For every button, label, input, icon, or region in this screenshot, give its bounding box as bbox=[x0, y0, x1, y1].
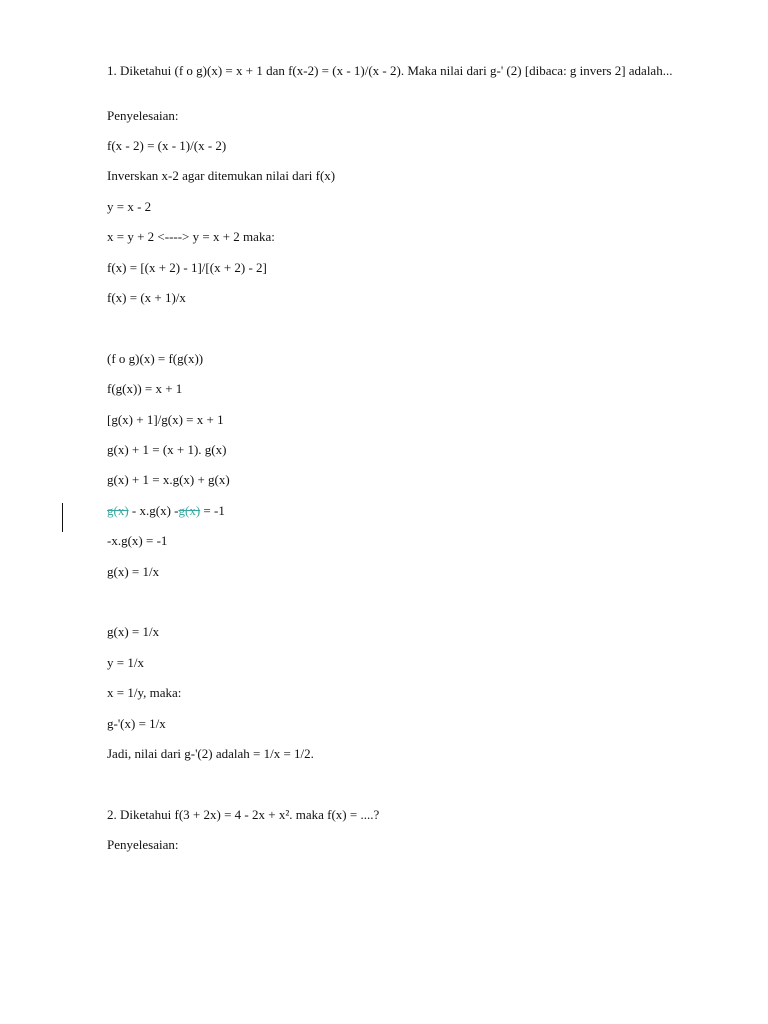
deleted-text: g(x) bbox=[107, 503, 129, 518]
problem-1-statement: 1. Diketahui (f o g)(x) = x + 1 dan f(x-2) = (x - 1)/(x - 2). Maka nilai dari g-' (2) [dibaca: g invers 2] adalah... bbox=[107, 63, 673, 78]
math-fragment: - x.g(x) - bbox=[128, 503, 179, 518]
math-line: g(x) = 1/x bbox=[107, 564, 160, 579]
solution-heading-1: Penyelesaian: bbox=[107, 108, 179, 123]
math-line: g(x) = 1/x bbox=[107, 624, 160, 639]
math-line: g(x) + 1 = x.g(x) + g(x) bbox=[107, 472, 230, 487]
math-line: f(g(x)) = x + 1 bbox=[107, 381, 183, 396]
deleted-text: g(x) bbox=[178, 503, 201, 518]
math-line: g-'(x) = 1/x bbox=[107, 716, 166, 731]
problem-2-statement: 2. Diketahui f(3 + 2x) = 4 - 2x + x². maka f(x) = ....? bbox=[107, 807, 380, 822]
solution-heading-2: Penyelesaian: bbox=[107, 837, 179, 852]
math-line: x = y + 2 <----> y = x + 2 maka: bbox=[107, 229, 275, 244]
math-line: Inverskan x-2 agar ditemukan nilai dari f(x) bbox=[107, 168, 336, 183]
math-line: f(x) = (x + 1)/x bbox=[107, 290, 186, 305]
math-line: [g(x) + 1]/g(x) = x + 1 bbox=[107, 412, 224, 427]
tracked-change-bar bbox=[62, 503, 63, 532]
math-line: f(x) = [(x + 2) - 1]/[(x + 2) - 2] bbox=[107, 260, 267, 275]
math-line: y = 1/x bbox=[107, 655, 144, 670]
math-line: y = x - 2 bbox=[107, 199, 152, 214]
math-line: x = 1/y, maka: bbox=[107, 685, 182, 700]
math-fragment: = -1 bbox=[200, 503, 225, 518]
math-line: f(x - 2) = (x - 1)/(x - 2) bbox=[107, 138, 227, 153]
math-line: (f o g)(x) = f(g(x)) bbox=[107, 351, 204, 366]
math-line: -x.g(x) = -1 bbox=[107, 533, 168, 548]
math-line-tracked-change bbox=[107, 503, 225, 518]
math-line: g(x) + 1 = (x + 1). g(x) bbox=[107, 442, 227, 457]
conclusion-line: Jadi, nilai dari g-'(2) adalah = 1/x = 1/2. bbox=[107, 746, 314, 761]
